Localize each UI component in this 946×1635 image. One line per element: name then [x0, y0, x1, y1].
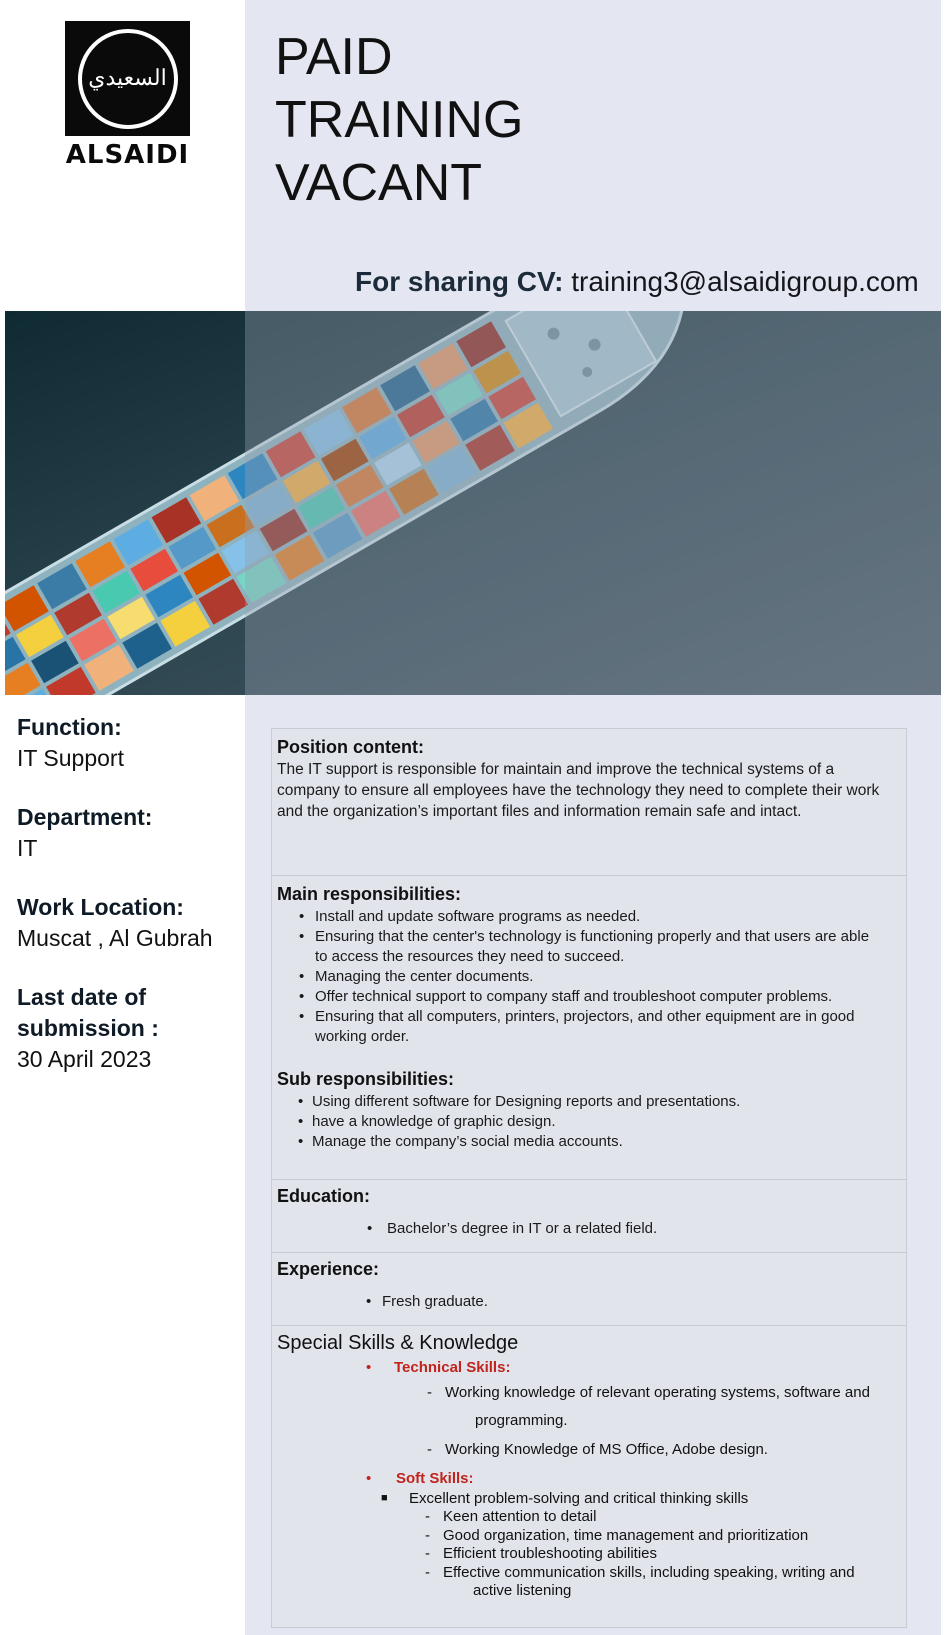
technical-item-1: - Working knowledge of relevant operating systems, software and [427, 1384, 870, 1401]
main-responsibilities-list [299, 907, 885, 1047]
experience-title: Experience: [277, 1259, 380, 1279]
location-value: Muscat , Al Gubrah [17, 925, 213, 951]
title-line-3: VACANT [275, 154, 483, 212]
soft-skills-label: Soft Skills: [396, 1470, 474, 1487]
deadline-label-line1: Last date of [17, 984, 147, 1010]
page-title [275, 26, 523, 215]
soft-item: - Good organization, time management and prioritization [425, 1526, 809, 1544]
list-item: • Bachelor’s degree in IT or a related field. [367, 1220, 658, 1237]
skills-title: Special Skills & Knowledge [277, 1332, 519, 1354]
technical-item-1-continued: programming. [475, 1412, 568, 1429]
list-item: • Offer technical support to company staff and troubleshoot computer problems. [299, 988, 833, 1005]
experience-section [272, 1252, 906, 1324]
soft-item: - Efficient troubleshooting abilities [425, 1545, 658, 1562]
company-logo [65, 21, 190, 136]
soft-skills-block: • Soft Skills: [366, 1470, 474, 1487]
title-line-1: PAID [275, 28, 393, 86]
technical-item-2: - Working Knowledge of MS Office, Adobe design. [427, 1441, 768, 1458]
deadline-label-line2: submission : [17, 1015, 159, 1041]
list-item: • Managing the center documents. [299, 968, 534, 985]
sub-responsibilities-list [298, 1092, 882, 1152]
soft-item-continued: active listening [473, 1582, 572, 1599]
sub-responsibilities-title: Sub responsibilities: [277, 1069, 455, 1089]
education-list [367, 1219, 901, 1239]
position-content-title: Position content: [277, 737, 424, 757]
cv-label: For sharing CV: [355, 266, 564, 297]
main-responsibilities-title: Main responsibilities: [277, 884, 462, 904]
logo-brand-text: ALSAIDI [65, 140, 190, 170]
cv-email-link[interactable]: training3@alsaidigroup.com [571, 266, 919, 297]
list-item: • Fresh graduate. [366, 1293, 488, 1310]
department-label: Department: [17, 804, 153, 830]
list-item: • Ensuring that the center's technology is functioning properly and that users are able to access the resources they need to succeed. [299, 928, 870, 965]
position-content-text: The IT support is responsible for maintain and improve the technical systems of a company to ensure all employees have the technology they need to complete their work and the organization’s important files and information remain safe and intact. [277, 761, 880, 820]
job-summary-sidebar [17, 712, 242, 1075]
experience-list [366, 1292, 901, 1312]
technical-skills-label: Technical Skills: [394, 1359, 511, 1376]
location-label: Work Location: [17, 894, 184, 920]
title-line-2: TRAINING [275, 91, 524, 149]
list-item: • Ensuring that all computers, printers, projectors, and other equipment are in good working order. [299, 1008, 855, 1045]
education-section [272, 1179, 906, 1251]
function-value: IT Support [17, 745, 124, 771]
soft-item: - Keen attention to detail [425, 1508, 597, 1525]
list-item: • Using different software for Designing reports and presentations. [298, 1093, 741, 1110]
department-value: IT [17, 835, 38, 861]
function-label: Function: [17, 714, 122, 740]
cv-sharing-line [355, 266, 919, 298]
deadline-value: 30 April 2023 [17, 1046, 152, 1072]
soft-main-item: ■ Excellent problem-solving and critical thinking skills [381, 1490, 749, 1507]
education-title: Education: [277, 1186, 370, 1206]
list-item: • Manage the company’s social media accounts. [298, 1133, 623, 1150]
job-details-box [271, 728, 907, 1628]
list-item: • Install and update software programs as needed. [299, 908, 641, 925]
technical-skills-block: • Technical Skills: [366, 1359, 511, 1376]
position-content-section [272, 729, 906, 873]
skills-section [272, 1325, 906, 1627]
list-item: • have a knowledge of graphic design. [298, 1113, 556, 1130]
job-flyer [5, 0, 941, 1635]
hero-tint-overlay [245, 311, 941, 695]
container-ship-image [5, 311, 941, 695]
soft-item: - Effective communication skills, including speaking, writing and [425, 1563, 855, 1581]
logo-calligraphy-mark: السعيدي [78, 29, 178, 129]
